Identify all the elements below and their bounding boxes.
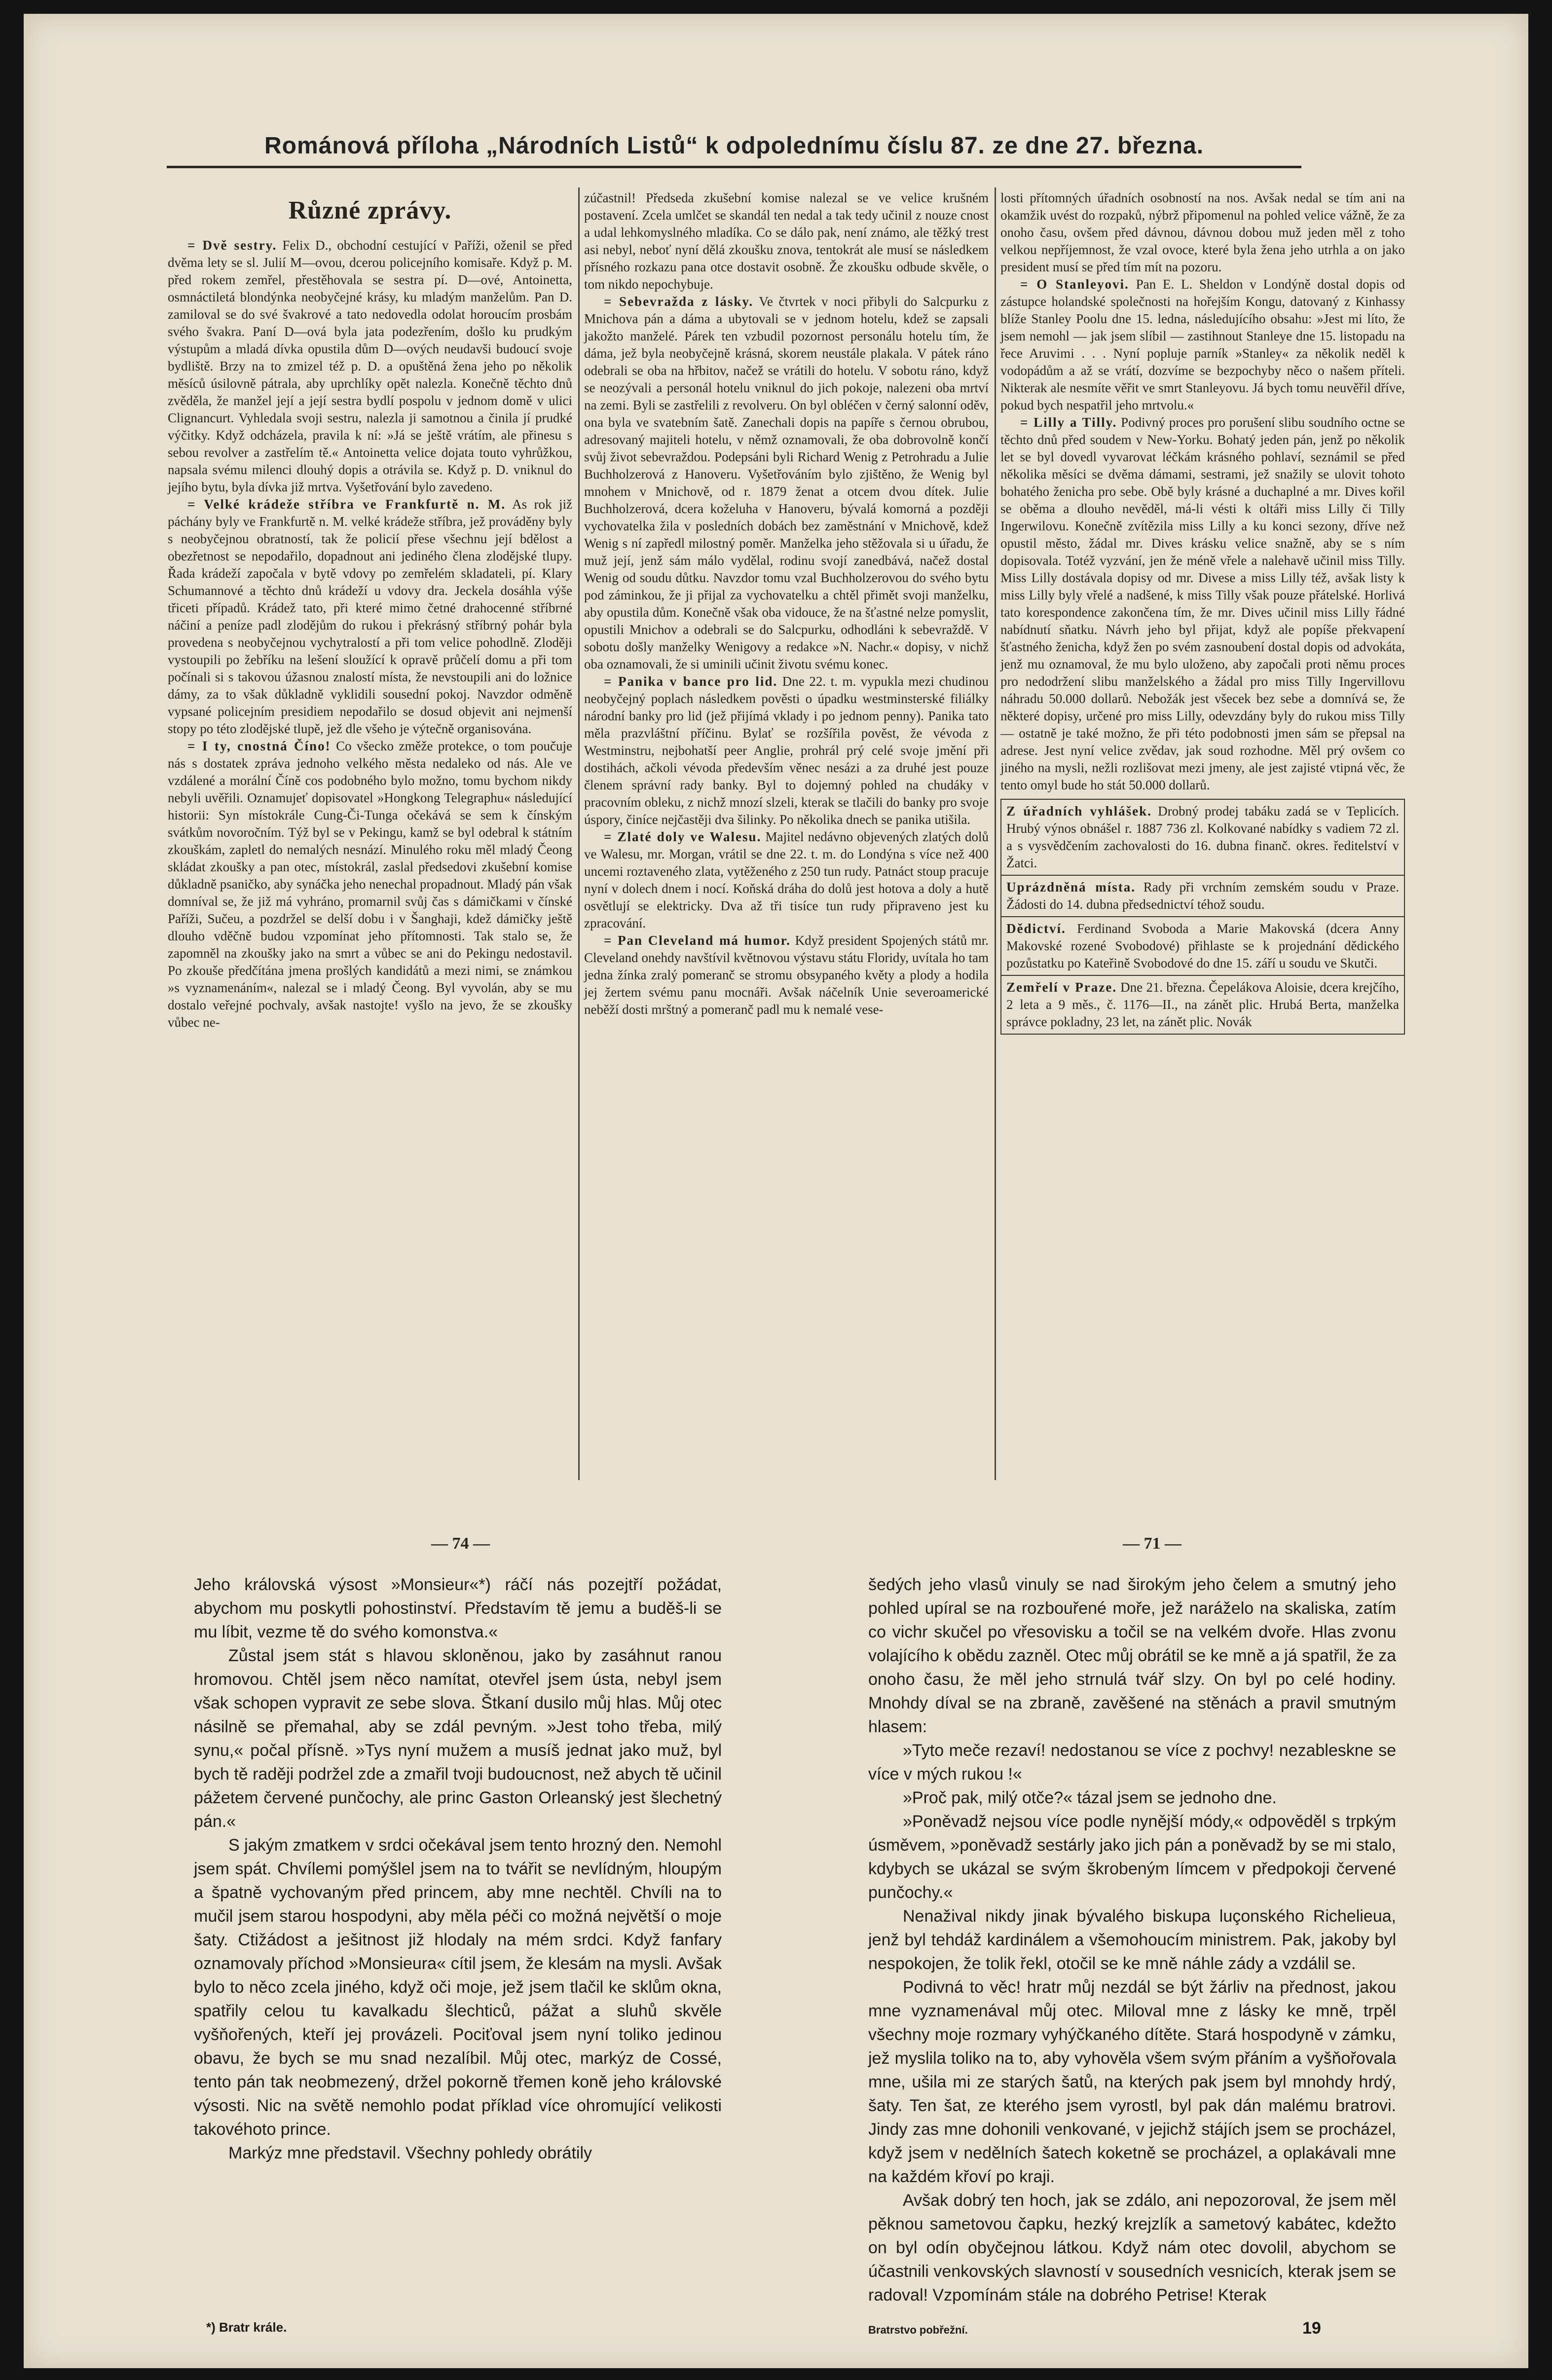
notice-item	[1000, 917, 1405, 976]
news-item-text: Podivný proces pro porušení slibu soudního octne se těchto dnů před soudem v New-Yorku. Bohatý jeden pán, jenž po několik let se byl dovedl vyvarovat léčkám krásného pohlaví, seznámil se před několika měsíci se dvěma dámami, sestrami, jež snažily se ulovit tohoto bohatého ženicha pro sebe. Obě byly krásné a duchaplné a mr. Dives kořil se oběma a dlouho nevěděl, má-li vésti k oltáři miss Lilly či Tilly Ingerwilovu. Konečně zvítězila miss Lilly a ku konci sezony, dříve než opustil město, žádal mr. Dives krásku velice snažně, aby se s ním dopisovala. Totéž vyzvání, jen že méně vřele a nalehavě učinil miss Tilly. Miss Lilly dostávala dopisy od mr. Divese a miss Lilly též, avšak listy k miss Lilly byly vřelé a nadšené, k miss Tilly však pouze přátelské. Horlivá tato korespondence zakončena tím, že mr. Dives učinil miss Lilly řádné nabídnutí sňatku. Návrh jeho byl přijat, když ale popíše překvapení šťastného ženicha, když žen po svém zasnoubení dostal dopis od advokáta, jenž mu oznamoval, že mu bylo uloženo, aby započali proti němu proces pro nedodržení slibu manželského a žádal pro miss Tilly Ingervillovu náhradu 50.000 dollarů. Nebožák jest všecek bez sebe a domnívá se, že některé dopisy, určené pro miss Lilly, odevzdány byly do rukou miss Tilly — ostatně je také možno, že při této podobnosti jmen sám se přepsal na adrese. Jest nyní velice zvědav, jak soud rozhodne. Měl prý ovšem co jiného na mysli, nežli rozlišovat mezi jmeny, ale jest zajisté vtipná věc, že tento omyl bude ho stát 50.000 dollarů.	[1000, 415, 1405, 792]
news-item	[168, 237, 572, 496]
fiction-paragraph: »Proč pak, milý otče?« tázal jsem se jednoho dne.	[903, 1788, 1277, 1807]
news-item-text: Dne 22. t. m. vypukla mezi chudinou neobyčejný poplach následkem pověsti o úpadku westminsterské filiálky národní banky pro lid (jež přijímá vklady i po jednom penny). Panika tato měla prazvláštní příčinu. Bylať se rozšířila pověst, že vévoda z Westminstru, nejbohatší peer Anglie, prohrál prý celé svoje jmění při dostihách, ačkoli vévoda především věnec nesázi a za druhé jest pouze členem správní rady banky. Byl to dojemný pohled na chudáky v pracovním obleku, z nichž mnozí slzeli, kterak se tlačili do banky pro svoje úspory, činíce nejčastěji dva šilinky. Po několika dnech se panika utišila.	[584, 674, 989, 827]
notice-heading: Z úřadních vyhlášek.	[1006, 804, 1152, 818]
fiction-paragraph: Jeho královská výsost »Monsieur«*) ráčí nás pozejtří požádat, abychom mu poskytli pohostinství. Představím tě jemu a buděš-li se mu líbit, vezme tě do svého komonstva.«	[194, 1575, 722, 1641]
notice-text: Dne 21. března. Čepelákova Aloisie, dcera krejčího, 2 leta a 9 měs., č. 1176—II., na zánět plic. Hrubá Berta, manželka správce pokladny, 23 let, na zánět plic. Novák	[1006, 980, 1399, 1029]
news-item	[584, 673, 989, 828]
news-item	[584, 189, 989, 293]
news-item	[168, 738, 572, 1031]
fiction-paragraph: šedých jeho vlasů vinuly se nad širokým jeho čelem a smutný jeho pohled upíral se na rozbouřené moře, jež naráželo na skaliska, zatím co vichr skučel po vřesovisku a točil se na velkém dvoře. Hlas zvonu volajícího k obědu zazněl. Otec můj obrátil se ke mně a já spatřil, že za onoho času, že měl jeho strnulá tvář slzy. On byl po celé hodiny. Mnohdy díval se na zbraně, zavěšené na stěnách a pravil smutným hlasem:	[868, 1575, 1396, 1736]
news-column-2	[584, 189, 989, 1018]
column-divider-1	[578, 187, 580, 1480]
news-item-headline: = Velké krádeže stříbra ve Frankfurtě n. M.	[187, 497, 506, 512]
notice-text: Drobný prodej tabáku zadá se v Teplicích. Hrubý výnos obnášel r. 1887 736 zl. Kolkované nabídky s vadiem 72 zl. a s vysvědčením zachovalosti do 16. dubna finanč. okres. ředitelství v Žatci.	[1006, 804, 1399, 870]
news-item-headline: = Panika v bance pro lid.	[604, 674, 778, 689]
news-item	[1000, 414, 1405, 794]
news-item	[584, 828, 989, 932]
fiction-paragraph: Nenažival nikdy jinak bývalého biskupa luçonského Richelieua, jenž byl tehdáž kardinálem a všemohoucím ministrem. Pak, jakoby byl nespokojen, že tolik řekl, otočil se ke mně náhle zády a vzdálil se.	[868, 1907, 1396, 1973]
fiction-paragraph: S jakým zmatkem v srdci očekával jsem tento hrozný den. Nemohl jsem spát. Chvílemi pomýšlel jsem na to tvářit se nevlídným, hloupým a špatně vychovaným před princem, aby mne nechtěl. Chvíli na to mučil jsem starou hospodyni, aby měla péči co možná největší o moje šaty. Ctižádost a ješitnost již hlodaly na mém srdci. Když fanfary oznamovaly příchod »Monsieura« cítil jsem, že klesám na mysli. Avšak bylo to něco zcela jiného, když oči moje, jež jsem tlačil ke sklům okna, spatřily celou tu kavalkadu šlechticů, pážat a sluhů skvěle vyšňořených, kteří jej provázeli. Pociťoval jsem nyní toliko jedinou obavu, že bych se mu snad nezalíbil. Můj otec, markýz de Cossé, tento pán tak neobmezený, držel pokorně třemen koně jeho královské výsosti. Nic na světě nemohlo podat příklad více ohromující velikosti takovéhoto prince.	[194, 1836, 722, 2139]
masthead: Románová příloha „Národních Listů“ k odpolednímu číslu 87. ze dne 27. března.	[264, 133, 1204, 159]
news-item-text: zúčastnil! Předseda zkušební komise nalezal se ve velice krušném postavení. Zcela umlčet se skandál ten nedal a tak tedy učinil z nouze cnost a udal lehkomyslného mladíka. Co se dálo pak, není známo, ale těžký trest asi nebyl, neboť nyní dělá zkoušku znova, tentokrát ale musí se následkem přísného rozkazu pana otce dostavit osobně. Že zkoušku odbude skvěle, o tom nikdo nepochybuje.	[584, 190, 989, 292]
fiction-paragraph: »Poněvadž nejsou více podle nynější módy,« odpověděl s trpkým úsměvem, »poněvadž sestárly jako jich pán a poněvadž by se mi stalo, kdybych se ukázal se svým škrobeným límcem v předpokoji červené punčochy.«	[868, 1812, 1396, 1902]
news-item-headline: = O Stanleyovi.	[1020, 277, 1129, 292]
news-item-headline: = Pan Cleveland má humor.	[604, 933, 791, 948]
news-item-headline: = Lilly a Tilly.	[1020, 415, 1117, 430]
notices-box	[1000, 799, 1405, 1035]
news-item	[1000, 189, 1405, 276]
news-item	[584, 932, 989, 1018]
notice-text: Ferdinand Svoboda a Marie Makovská (dcera Anny Makovské rozené Svobodové) přihlaste se k projednání dědického pozůstatku po Kateřině Svobodové do dne 15. září u soudu ve Skutči.	[1006, 921, 1399, 970]
notice-item	[1000, 876, 1405, 917]
fiction-paragraph: Zůstal jsem stát s hlavou skloněnou, jako by zasáhnut ranou hromovou. Chtěl jsem něco namítat, otevřel jsem ústa, nebyl jsem však schopen vypravit ze sebe slova. Štkaní dusilo můj hlas. Můj otec násilně se přemahal, aby se zdál pevným. »Jest toho třeba, milý synu,« počal přísně. »Tys nyní mužem a musíš jednat jako muž, byl bych tě raději podržel zde a zmařil tvoji budoucnost, než abych tě učinil pážetem červené punčochy, ale princ Gaston Orleanský jest šlechetný pán.«	[194, 1646, 722, 1831]
notice-heading: Zemřelí v Praze.	[1006, 980, 1117, 995]
notice-item	[1000, 799, 1405, 876]
fiction-column-left	[194, 1573, 722, 2165]
news-item-text: Ve čtvrtek v noci přibyli do Salcpurku z Mnichova pán a dáma a ubytovali se v jednom hotelu, kdež se zapsali jakožto manželé. Párek ten vzbudil pozornost personálu hotelu tím, že dáma, jež byla neobyčejně krásná, skorem neustále plakala. V pátek ráno odebrali se oba na hřbitov, načež se vrátili do hotelu. V sobotu ráno, když se neozývali a personál hotelu vniknul do jich pokoje, nalezeni oba mrtví na zemi. Byli se zastřelili z revolveru. On byl obléčen v černý salonní oděv, ona byla ve svatebním šatě. Zanechali dopis na papíře s černou obrubou, adresovaný majiteli hotelu, v němž oznamovali, že oba dobrovolně končí svůj život sebevraždou. Podepsáni byli Richard Wenig z Petrohradu a Julie Buchholzerová z Hanoveru. Vyšetřováním bylo zjištěno, že Wenig byl mnohem v Mnichově, od r. 1879 ženat a otcem dvou dítek. Julie Buchholzerová, dcera koželuha v Hanoveru, bývalá komorná a později vychovatelka žila v posledních dobách bez zaměstnání v Mnichově, kdež Wenig s ní zapředl milostný poměr. Manželka jeho stěžovala si u úřadu, že muž její, jenž sám málo vydělal, rodinu svojí zanedbává, načež dostal Wenig od soudu důtku. Navzdor tomu vzal Buchholzerovou do svého bytu pod záminkou, že ji přijal za vychovatelku a chtěl přimět svoji manželku, aby opustila dům. Konečně však oba vidouce, že na šťastné nelze pomyslit, opustili Mnichov a odebrali se do Salcpurku, odhodláni k sebevraždě. V sobotu došly manželky Wenigovy a redakce »N. Nachr.« dopisy, v nichž oba oznamovali, že si uminili učinit životu svému konec.	[584, 294, 989, 671]
fiction-paragraph: Avšak dobrý ten hoch, jak se zdálo, ani nepozoroval, že jsem měl pěknou sametovou čapku, hezký krejzlík a sametový kabátec, kdežto on byl odín obyčejnou látkou. Když nám otec dovolil, abychom se účastnili venkovských slavností v sousedních vesnicích, kterak jsem se radoval! Vzpomínám stále na dobrého Petrise! Kterak	[868, 2191, 1396, 2305]
notice-heading: Uprázdněná místa.	[1006, 880, 1136, 894]
newspaper-page	[24, 14, 1528, 2368]
news-item	[584, 293, 989, 673]
news-item-headline: = Zlaté doly ve Walesu.	[604, 829, 762, 844]
news-item-headline: = Dvě sestry.	[187, 238, 277, 253]
fiction-paragraph: »Tyto meče rezaví! nedostanou se více z pochvy! nezableskne se více v mých rukou !«	[868, 1741, 1396, 1784]
news-item-text: losti přítomných úřadních osobností na nos. Avšak nedal se tím ani na okamžik uvést do rozpaků, nýbrž připomenul na pohled velice vážně, že za onoho času, ovšem před dávnou, dávnou dobou muž jeden měl z toho velkou nepříjemnost, že vzal ovoce, které byla žena jeho utrhla a on jako president musí se před tím mít na pozoru.	[1000, 190, 1405, 274]
notice-text: Rady při vrchním zemském soudu v Praze. Žádosti do 14. dubna předsednictví téhož soudu.	[1006, 880, 1399, 912]
column-divider-2	[995, 187, 996, 1480]
folio: 19	[1302, 2319, 1321, 2338]
news-item	[168, 496, 572, 738]
news-item-headline: = Sebevražda z lásky.	[604, 294, 754, 309]
news-column-3	[1000, 189, 1405, 1035]
notice-item	[1000, 976, 1405, 1035]
news-item-text: Felix D., obchodní cestující v Paříži, oženil se před dvěma lety se sl. Julií M—ovou, dcerou policejního komisaře. Když p. M. před rokem zemřel, přestěhovala se sestra pí. D—ové, Antoinetta, osmnáctiletá blondýnka neobyčejné krásy, ku mladým manželům. Pan D. zamiloval se do své švakrové a tato nedovedla odolat horoucím prosbám svého švakra. Paní D—ová byla jata podezřením, došlo ku prudkým výstupům a mladá dívka opustila dům D—ových neudavši budoucí svoje bydliště. Brzy na to zmizel též p. D. a opuštěná žena jeho po několik měsíců úsilovně pátrala, aby uprchlíky opět nalezla. Konečně těchto dnů zvěděla, že manžel její a její sestra bydlí pospolu v jednom domě v ulici Clignancurt. Vyhledala svoji sestru, nalezla ji samotnou a činila jí prudké výčitky. Když odcházela, pravila k ní: »Já se ještě vrátím, ale přinesu s sebou revolver a zastřelím tě.« Antoinetta velice dojata touto vyhrůžkou, napsala svému milenci dlouhý dopis a otrávila se. Když p. D. vniknul do jejího bytu, byla dívka již mrtva. Vyšetřování bylo zavedeno.	[168, 238, 573, 494]
page-number-left: — 74 —	[431, 1534, 490, 1553]
news-item-text: Co všecko změže protekce, o tom poučuje nás s dostatek zpráva jednoho velkého města nedaleko od nás. Ale ve vzdálené a morální Číně cos podobného bylo možno, tomu bychom nikdy nebyli uvěřili. Oznamujeť dopisovatel »Hongkong Telegraphu« následující historii: Syn místokrále Cung-Či-Tunga očekává se sem k čínským svátkům novoročním. Týž byl se v Pekingu, kamž se byl odebral k státním zkouškám, zapletl do nemalých nesnází. Minulého roku měl mladý Čeong skládat zkoušky a pan otec, místokrál, zaslal předsedovi zkušební komise důkladně psaničko, aby synáčka jeho nenechal propadnout. Mladý pán však domníval se, že již má vyhráno, promarnil svůj čas s dámičkami v čínské Paříži, Sučeu, a pozdržel se delší dobu i v Šanghaji, kdež dámičky ještě dlouho vděčně budou vzpomínat jeho přítomnosti. Tak stalo se, že zapomněl na zkoušky jako na smrt a vůbec se ani do Pekingu nedostavil. Po zkouše předčítána jmena prošlých kandidátů a mezi nimi, se známkou »s vyznamenáním«, nalezal se i mladý Čeong. Byl vyvolán, aby se mu dostalo veřejné pochvaly, avšak nastojte! vyšlo na jevo, že se zkoušky vůbec ne-	[168, 739, 573, 1030]
fiction-paragraph: Markýz mne představil. Všechny pohledy obrátily	[228, 2144, 592, 2162]
section-title: Různé zprávy.	[288, 196, 452, 224]
news-column-1	[168, 189, 572, 1031]
masthead-rule	[167, 166, 1301, 168]
footnote: *) Bratr krále.	[206, 2320, 287, 2335]
page-number-right: — 71 —	[1123, 1534, 1182, 1553]
news-item-text: As rok již páchány byly ve Frankfurtě n. M. velké krádeže stříbra, jež prováděny byly s neobyčejnou obratností, tak že policií přese všechnu její bdělost a obezřetnost se nepodařilo, dopadnout ani jediného člena zlodějské tlupy. Řada krádeží započala v bytě vdovy po zemřelém skladateli, pí. Klary Schumannové a těchto dnů krádeží u vdovy dra. Jeckela dosáhla výše třiceti případů. Krádež tato, při které mimo četné drahocenné stříbrné náčiní a peníze padl zlodějům do rukou i překrásný stříbrný pohár byla provedena s neobyčejnou vychytralostí a při tom velice pohodlně. Zloději vystoupili po žebříku na lešení sloužící k opravě průčelí domu a při tom počínali si s takovou úžasnou znalostí místa, že nevstoupili ani do ložnice dámy, za to však důkladně vyklidili sousední pokoj. Navzdor odměně vypsané policejním presidiem nepodařilo se dosud objevit ani nejmenší stopy po této zlodějské tlupě, jež dle všeho je výtečně organisována.	[168, 497, 572, 736]
news-item-text: Majitel nedávno objevených zlatých dolů ve Walesu, mr. Morgan, vrátil se dne 22. t. m. do Londýna s více než 400 uncemi roztaveného zlata, vytěženého z 250 tun rudy. Patnáct stoup pracuje nyní v dolech dnem i nocí. Koňská dráha do dolů jest hotova a doly a hutě osvětlují se elektricky. Dva až tři tisíce tun rudy připraveno jest ku zpracování.	[584, 829, 989, 930]
news-item-text: Když president Spojených států mr. Cleveland onehdy navštívil květnovou výstavu státu Floridy, uvítala ho tam jedna žínka zralý pomeranč se stromu obsypaného květy a plody a hodila jej žertem svému panu mocnáři. Avšak náčelník Unie severoamerické neběží dosti mrštný a pomeranč padl mu k nemalé vese-	[584, 933, 989, 1017]
news-item	[1000, 276, 1405, 414]
imprint: Bratrstvo pobřežní.	[868, 2324, 968, 2336]
fiction-column-right	[868, 1573, 1396, 2307]
news-item-text: Pan E. L. Sheldon v Londýně dostal dopis od zástupce holandské společnosti na hořejším Kongu, datovaný z Kinhassy blíže Stanley Poolu dne 15. ledna, následujícího obsahu: »Jest mi líto, že jsem nemohl — jak jsem slíbil — zastihnout Stanleye dne 15. listopadu na řece Aruvimi . . . Nyní popluje parník »Stanley« za několik neděl k vodopádům a až se vrátí, dozvíme se bezpochyby něco o našem příteli. Nikterak ale nesmíte věřit ve smrt Stanleyovu. Já bych tomu neuvěřil dříve, pokud bych nespatřil jeho mrtvolu.«	[1000, 277, 1405, 412]
notice-heading: Dědictví.	[1006, 921, 1066, 936]
news-item-headline: = I ty, cnostná Číno!	[187, 739, 331, 753]
fiction-paragraph: Podivná to věc! hratr můj nezdál se být žárliv na přednost, jakou mne vyznamenával můj otec. Miloval mne z lásky ke mně, trpěl všechny moje rozmary vyhýčkaného dítěte. Stará hospodyně v zámku, jež myslila toliko na to, aby vyhověla všem svým přáním a vyšňořovala mne, ušila mi ze starých šatů, na kterých pak jsem byl mnohdy hrdý, šaty. Ten šat, ze kterého jsem vyrostl, byl pak dán malému bratrovi. Jindy zas mne dohonili venkované, v jejichž stájích jsem se procházel, když jsem v nedělních šatech koketně se procházel, a oplakávali mne na každém křoví po kraji.	[868, 1978, 1396, 2186]
